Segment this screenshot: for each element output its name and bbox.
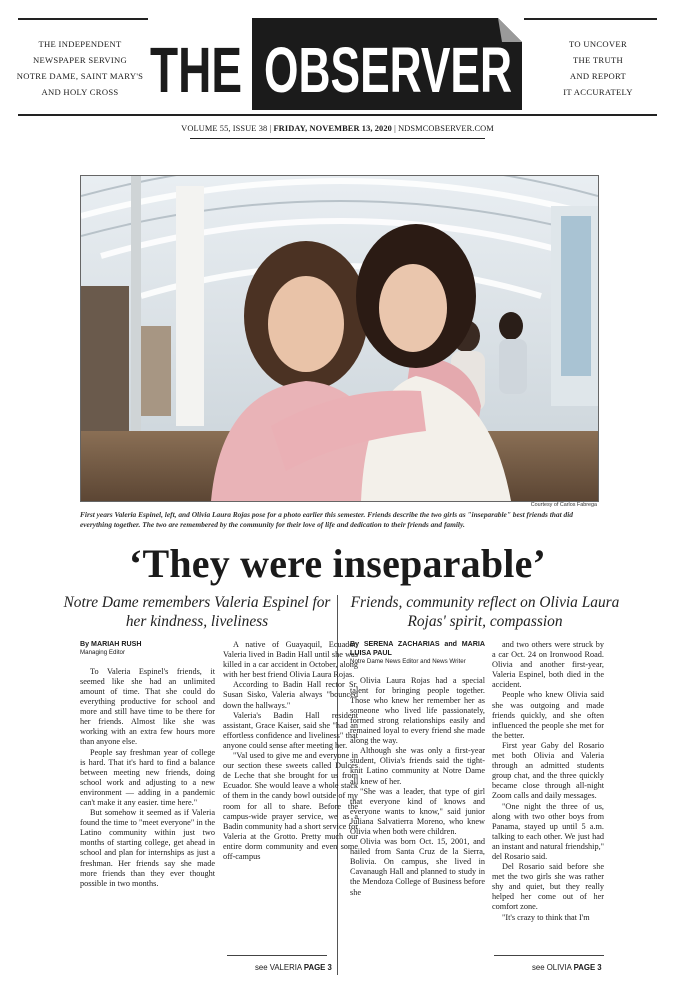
paragraph: To Valeria Espinel's friends, it seemed like she had an unlimited amount of time. That she could do everything productive for school and more and still have time to be there for her friends. Almost like she was working with an extra few hours more than anyone else. bbox=[80, 666, 215, 747]
right-story-jump[interactable]: see OLIVIA PAGE 3 bbox=[532, 963, 602, 972]
paragraph: According to Badin Hall rector Sr. Susan Sisko, Valeria always "bounced down the hallways." bbox=[223, 680, 358, 710]
issue-line: VOLUME 55, ISSUE 38 | FRIDAY, NOVEMBER 13, 2020 | NDSMCOBSERVER.COM bbox=[181, 124, 494, 133]
jump-rule-right bbox=[494, 955, 604, 956]
top-rule-left bbox=[18, 18, 148, 20]
left-story-role: Managing Editor bbox=[80, 648, 126, 656]
paragraph: "She was a leader, that type of girl that everyone kind of knows and everyone wants to know," said junior Juliana Salvatierra Moreno, who knew Olivia when both were children. bbox=[350, 786, 485, 836]
paragraph: and two others were struck by a car Oct. 24 on Ironwood Road. Olivia and another first-year, Valeria Espinel, both died in the accident. bbox=[492, 640, 604, 690]
photo-caption: First years Valeria Espinel, left, and Olivia Laura Rojas pose for a photo earlier this semester. Friends describe the two girls as "inseparable" best friends that did everything together. The two are remembered by the community for their love of life and dedication to their friends and family. bbox=[80, 510, 573, 529]
left-story-col2 bbox=[223, 640, 358, 862]
paragraph: But somehow it seemed as if Valeria found the time to "meet everyone" in the Latino community within just two months of starting college, get ahead in school and plan for internships as just a freshman. Her friends say she made more friends than they ever thought possible in two months. bbox=[80, 808, 215, 888]
title-observer: OBSERVER bbox=[264, 34, 512, 106]
paragraph: "One night the three of us, along with two other boys from Panama, stayed up until 5 a.m. talking to each other. We just had an instant and natural friendship," del Rosario said. bbox=[492, 801, 604, 861]
paragraph: "It's crazy to think that I'm bbox=[502, 912, 590, 922]
right-tagline: TO UNCOVER THE TRUTH AND REPORT IT ACCURATELY bbox=[563, 39, 633, 97]
masthead-bottom-rule bbox=[18, 114, 657, 116]
paragraph: Although she was only a first-year student, Olivia's friends said the tight-knit Latino community at Notre Dame all knew of her. bbox=[350, 746, 485, 786]
jump-rule-left bbox=[227, 955, 327, 956]
masthead-logo bbox=[150, 18, 522, 110]
issue-date: FRIDAY, NOVEMBER 13, 2020 bbox=[273, 124, 392, 133]
right-story-deck: Friends, community reflect on Olivia Laura Rojas' spirit, compassion bbox=[350, 594, 620, 630]
right-story-byline: By SERENA ZACHARIAS and MARIA LUISA PAUL bbox=[350, 640, 485, 657]
paragraph: "Val used to give me and everyone in our section these sweets called Dulces de Leche that she brought for us from Ecuador. She would leave a whole stack of them in the candy bowl outside of my room for all to share. Before the campus-wide prayer service, we as a Badin community had a short service for Valeria at the Grotto. Pretty much our entire dorm community and even some off-campus bbox=[223, 751, 358, 861]
right-story-col2 bbox=[492, 640, 604, 923]
top-rule-right bbox=[524, 18, 657, 20]
photo-credit: Courtesy of Carlos Fabrega bbox=[530, 502, 597, 508]
paragraph: Olivia Laura Rojas had a special talent for bringing people together. Those who knew her remember her as someone who lived life passionately, formed strong relationships easily and remained loyal to every friend she made along the way. bbox=[350, 675, 485, 746]
paragraph: Del Rosario said before she met the two girls she was rather shy and quiet, but they really helped her come out of her comfort zone. bbox=[492, 862, 604, 912]
paragraph: People who knew Olivia said she was outgoing and made friends quickly, and she often influenced the people she met for the better. bbox=[492, 690, 604, 740]
paragraph: People say freshman year of college is hard. That it's hard to find a balance between meeting new friends, doing school work and adjusting to a new environment — adding in a pandemic can't make it any easier. time here." bbox=[80, 747, 215, 808]
title-the: THE bbox=[150, 34, 242, 106]
headline: ‘They were inseparable’ bbox=[128, 541, 547, 586]
left-story-jump[interactable]: see VALERIA PAGE 3 bbox=[255, 963, 332, 972]
paragraph: A native of Guayaquil, Ecuador, Valeria lived in Badin Hall until she was killed in a car accident in October, along with her best friend Olivia Laura Rojas. bbox=[223, 640, 358, 680]
left-story-byline: By MARIAH RUSH bbox=[80, 640, 142, 648]
left-tagline: THE INDEPENDENT NEWSPAPER SERVING NOTRE DAME, SAINT MARY'S AND HOLY CROSS bbox=[16, 39, 144, 97]
left-story-col1 bbox=[80, 640, 215, 889]
right-story-role: Notre Dame News Editor and News Writer bbox=[350, 657, 466, 665]
paragraph: Olivia was born Oct. 15, 2001, and hailed from Santa Cruz de la Sierra, Bolivia. On campus, she lived in Cavanaugh Hall and planned to study in the Mendoza College of Business before she bbox=[350, 837, 485, 897]
paragraph: Valeria's Badin Hall resident assistant, Grace Kaiser, said she "had an effortless confidence and liveliness" that anyone could sense after meeting her. bbox=[223, 710, 358, 750]
website-link[interactable]: NDSMCOBSERVER.COM bbox=[398, 124, 494, 133]
issue-rule bbox=[190, 138, 485, 139]
paragraph: First year Gaby del Rosario met both Olivia and Valeria through an admitted students group chat, and the three quickly became close through all-night Zoom calls and daily messages. bbox=[492, 740, 604, 801]
volume-number: VOLUME 55, ISSUE 38 bbox=[181, 124, 268, 133]
right-story-col1 bbox=[350, 640, 485, 898]
lead-photo bbox=[80, 175, 599, 502]
left-story-deck: Notre Dame remembers Valeria Espinel for her kindness, liveliness bbox=[63, 594, 331, 630]
